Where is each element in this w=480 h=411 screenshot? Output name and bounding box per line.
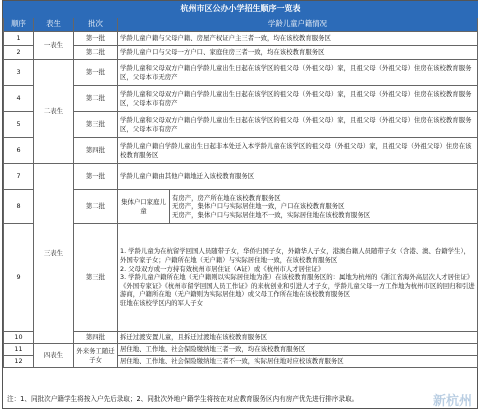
row-number: 7 [4, 164, 34, 190]
row-batch: 第四批 [74, 138, 118, 164]
row-batch: 第二批 [74, 46, 118, 60]
row-number: 3 [4, 60, 34, 86]
row-description [118, 344, 478, 356]
row-number: 1 [4, 32, 34, 46]
row-number: 10 [4, 332, 34, 344]
row-line: 学龄儿童和父母双方户籍自学龄儿童出生日起在该学区的祖父母（外祖父母）家，且祖父母（外祖父母）住房在该校教育服务区，父母本市有房产 [120, 89, 472, 107]
row-line: 2. 父母双方或一方持有效杭州市居住证（A证）或《杭州市人才居住证》 [120, 264, 325, 273]
row-line: 1. 学龄儿童为在杭留学回国人员随带子女，华侨归国子女，外籍华人子女，港澳台籍人员随带子女（含港、澳、台籍学生），外国专家子女；户籍所在地（无户籍）与实际居住地一致，在该校教育服务区 [120, 247, 471, 265]
row-line: 拆迁过渡安置儿童，且拆迁过渡地在该校教育服务区 [120, 333, 267, 342]
footnote: 注：1、同批次户籍学生将按入户先后录取；2、同批次外地户籍学生将按在对应教育服务区内有房产优先进行排序录取。 [7, 395, 359, 403]
category-fourth: 四表生 [34, 344, 74, 368]
row-line: 驻地在该校学区内的军人子女 [120, 298, 204, 307]
row-batch: 第四批 [74, 332, 118, 344]
category-first: 一表生 [34, 32, 74, 60]
category-third: 三表生 [34, 164, 74, 344]
row-description [118, 164, 478, 190]
row-description [170, 190, 478, 224]
row-number: 9 [4, 224, 34, 332]
enrollment-table-frame [2, 0, 478, 409]
row-description [118, 46, 478, 60]
row-number: 12 [4, 356, 34, 368]
row-number: 6 [4, 138, 34, 164]
row-batch: 第二批 [74, 190, 118, 224]
row-description [118, 332, 478, 344]
row-description [118, 60, 478, 86]
row-line: 无房产，集体户口与实际居住地不一致，实际居住地在该校教育服务区 [172, 210, 371, 219]
row-batch: 第一批 [74, 164, 118, 190]
row-number: 4 [4, 86, 34, 112]
row-line: 居住地、工作地、社会保险缴纳地三者不一致，实际居住地对应校该教育服务区 [120, 357, 344, 366]
table-title: 杭州市区公办小学招生顺序一览表 [4, 2, 478, 18]
row-number: 2 [4, 46, 34, 60]
row-description [118, 356, 478, 368]
row-line: 有房产，房产所在地在该校教育服务区 [172, 193, 281, 202]
row-description [118, 32, 478, 46]
row-number: 5 [4, 112, 34, 138]
row-subcategory: 外来务工随迁子女 [74, 344, 118, 368]
row-line: 无房产，集体户口与实际居住地一致，户口在该校教育服务区 [172, 202, 345, 211]
row-line: 3. 学龄儿童户籍所在地（无户籍则以实际居住地为准）在该校教育服务区的：属地为杭州的《浙江省海外高层次人才居住证》《外国专家证》《杭州市留学回国人员工作证》的来杭创业和引进人才子女，学龄儿童父母一方工作地为杭州市区的回归和引进游商，户籍所在地（无户籍则为实际居住地）或父母工作所在地在该校教育服务区 [120, 273, 475, 299]
row-line: 学龄儿童和父母双方户籍自学龄儿童出生日起在该学区的祖父母（外祖父母）家，且祖父母（外祖父母）住房在该校教育服务区，父母本市有房产 [120, 115, 472, 133]
header-status: 学龄儿童户籍情况 [118, 18, 478, 32]
row-batch: 第一批 [74, 60, 118, 86]
row-description [118, 86, 478, 112]
row-description [118, 224, 478, 332]
watermark-logo: 新杭州 [432, 394, 472, 409]
header-batch: 批次 [74, 18, 118, 32]
row-line: 学龄儿童户籍由其他户籍地迁入该校教育服务区 [120, 172, 255, 181]
row-number: 8 [4, 190, 34, 224]
row-batch: 第一批 [74, 32, 118, 46]
row-batch: 第二批 [74, 86, 118, 112]
row-line: 学龄儿童户口与父母一方户口、家庭住房三者一致，均在该校教育服务区 [120, 48, 325, 57]
row-line: 学龄儿童户籍与父母户籍、房屋产权证户主三者一致，均在该校教育服务区 [120, 34, 331, 43]
row-number: 11 [4, 344, 34, 356]
category-second: 二表生 [34, 60, 74, 164]
enrollment-order-table [3, 1, 478, 368]
header-order: 顺序 [4, 18, 34, 32]
row-line: 学龄儿童和父母双方户籍自学龄儿童出生日起在该学区的祖父母（外祖父母）家，且祖父母（外祖父母）住房在该校教育服务区，父母本市无房产 [120, 63, 472, 81]
row-description [118, 138, 478, 164]
row-line: 学龄儿童户籍自学龄儿童出生日起非本处迁入本学龄儿童在该学区的祖父母（外祖父母）家，且祖父母（外祖父母）住房在该校教育服务区 [120, 141, 472, 159]
row-subcategory: 集体户口家庭儿童 [118, 190, 170, 224]
row-batch: 第三批 [74, 112, 118, 138]
header-category: 表生 [34, 18, 74, 32]
row-batch: 第三批 [74, 224, 118, 332]
row-description [118, 112, 478, 138]
row-line: 居住地、工作地、社会保险缴纳地三者一致，均在该校教育服务区 [120, 345, 306, 354]
